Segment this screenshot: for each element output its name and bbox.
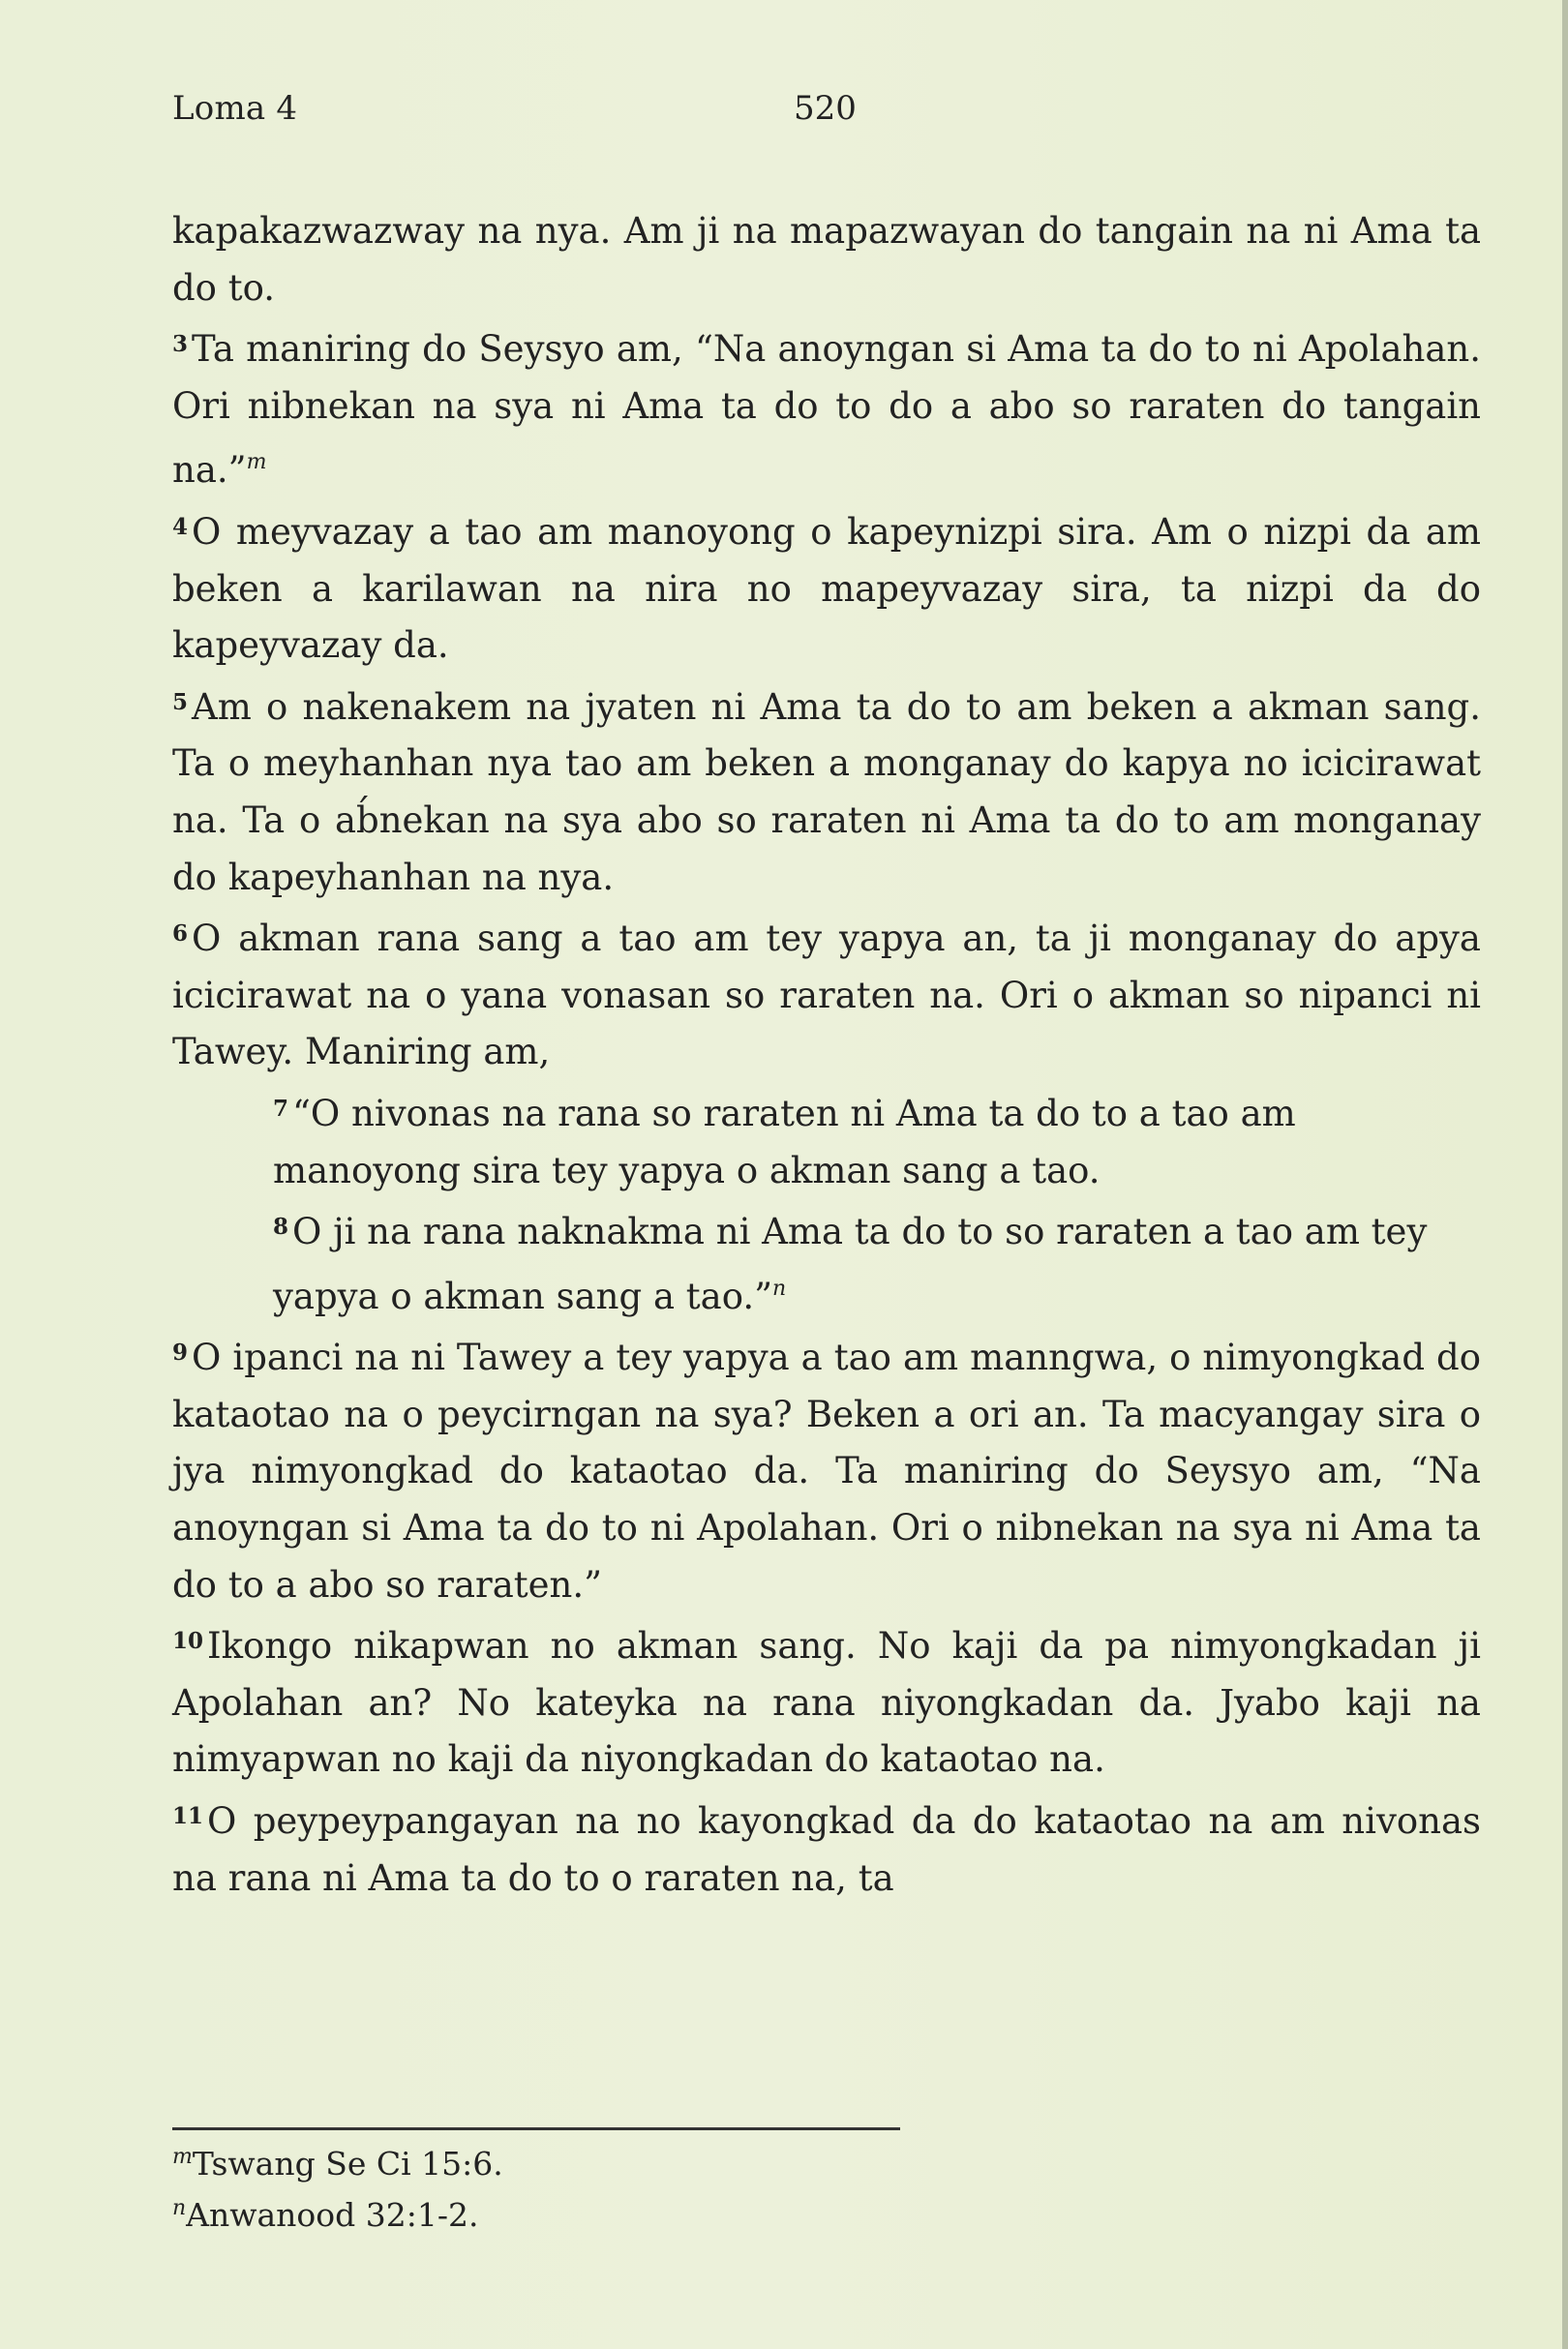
verse-number: 9 <box>172 1340 189 1367</box>
paragraph <box>172 1789 1481 1907</box>
paragraph <box>172 203 1481 316</box>
body-text <box>172 203 1481 1907</box>
verse-text: O akman rana sang a tao am tey yapya an, ta ji monganay do apya icicirawat na o yana vonasan so raraten na. Ori o akman so nipanci ni Tawey. Maniring am, <box>172 918 1481 1073</box>
footnote-divider <box>172 2127 900 2130</box>
paragraph <box>172 499 1481 675</box>
page-number: 520 <box>794 89 857 128</box>
verse-number: 10 <box>172 1628 204 1655</box>
verse-number: 4 <box>172 513 189 540</box>
footnote-text: Tswang Se Ci 15:6. <box>192 2145 503 2183</box>
verse-text: O peypeypangayan na no kayongkad da do kataotao na am nivonas na rana ni Ama ta do to o raraten na, ta <box>172 1800 1481 1899</box>
verse-number: 11 <box>172 1803 204 1830</box>
page-edge-shadow <box>1562 0 1568 2349</box>
paragraph <box>172 675 1481 906</box>
paragraph <box>172 1325 1481 1613</box>
footnotes <box>172 2135 503 2238</box>
verse-text: Ikongo nikapwan no akman sang. No kaji da pa nimyongkadan ji Apolahan an? No kateyka na rana niyongkadan da. Jyabo kaji na nimyapwan no kaji da niyongkadan do kataotao na. <box>172 1625 1481 1781</box>
footnote-marker: n <box>772 1276 787 1301</box>
verse-text: Ta maniring do Seysyo am, “Na anoyngan si Ama ta do to ni Apolahan. Ori nibnekan na sya ni Ama ta do to do a abo so raraten do tangain na.” <box>172 328 1481 492</box>
footnote <box>172 2186 503 2238</box>
verse-text: O meyvazay a tao am manoyong o kapeynizpi sira. Am o nizpi da am beken a karilawan na nira no mapeyvazay sira, ta nizpi da do kapeyvazay da. <box>172 510 1481 667</box>
verse-text: O ji na rana naknakma ni Ama ta do to so raraten a tao am tey yapya o akman sang a tao.” <box>273 1211 1428 1317</box>
verse-number: 8 <box>273 1214 289 1241</box>
poetry-stanza <box>273 1081 1481 1199</box>
footnote-marker: m <box>246 450 267 475</box>
verse-text: Am o nakenakem na jyaten ni Ama ta do to am beken a akman sang. Ta o meyhanhan nya tao am beken a monganay do kapya no icicirawat na. Ta o ab́nekan na sya abo so raraten ni Ama ta do to am monganay do kapeyhanhan na nya. <box>172 685 1481 898</box>
footnote <box>172 2135 503 2186</box>
verse-number: 6 <box>172 920 189 948</box>
paragraph <box>172 316 1481 499</box>
paragraph <box>172 906 1481 1081</box>
running-header: Loma 4 <box>172 89 298 128</box>
footnote-letter: m <box>172 2145 193 2169</box>
verse-number: 7 <box>273 1095 289 1122</box>
footnote-text: Anwanood 32:1-2. <box>186 2196 479 2234</box>
verse-number: 3 <box>172 331 189 358</box>
verse-number: 5 <box>172 688 189 715</box>
paragraph <box>172 1613 1481 1789</box>
verse-text: kapakazwazway na nya. Am ji na mapazwayan do tangain na ni Ama ta do to. <box>172 210 1481 309</box>
verse-text: O ipanci na ni Tawey a tey yapya a tao am manngwa, o nimyongkad do kataotao na o peycirngan na sya? Beken a ori an. Ta macyangay sira o jya nimyongkad do kataotao da. Ta maniring do Seysyo am, “Na anoyngan si Ama ta do to ni Apolahan. Ori o nibnekan na sya ni Ama ta do to a abo so raraten.” <box>172 1337 1481 1606</box>
footnote-letter: n <box>172 2196 187 2220</box>
verse-text: “O nivonas na rana so raraten ni Ama ta do to a tao am manoyong sira tey yapya o akman sang a tao. <box>273 1092 1296 1191</box>
poetry-stanza <box>273 1199 1481 1325</box>
